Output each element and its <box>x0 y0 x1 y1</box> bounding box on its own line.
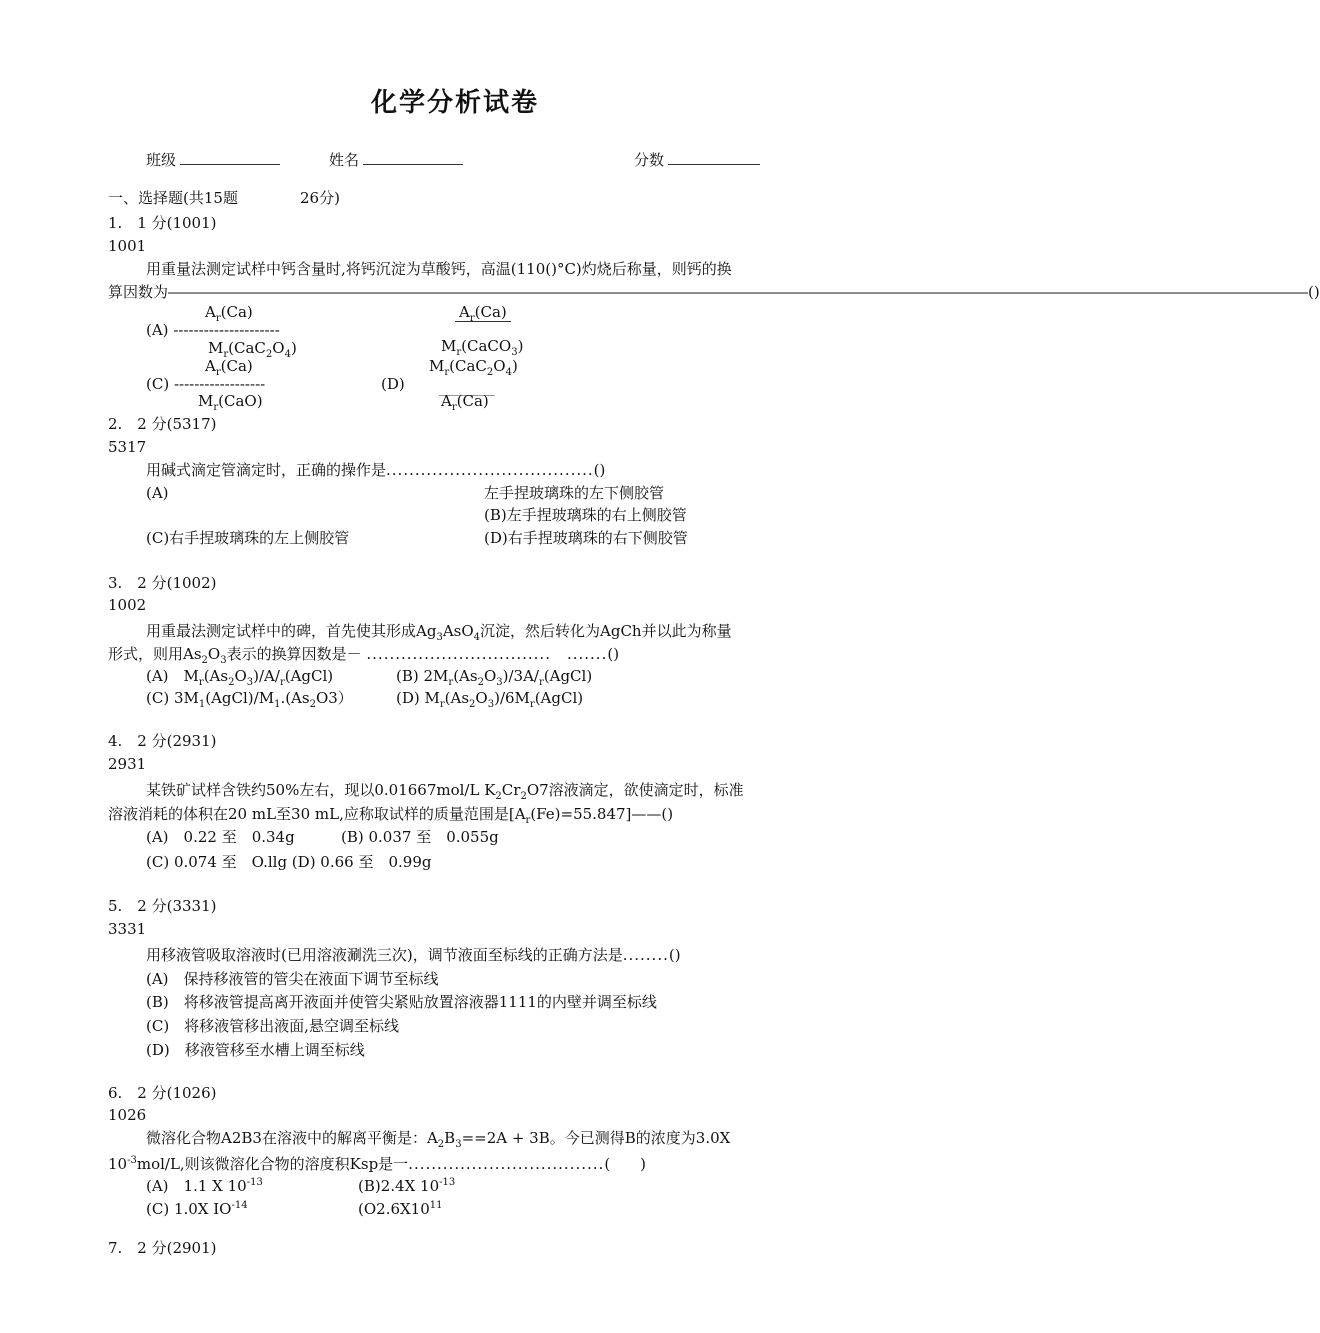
q1-option-d[interactable]: (D) <box>381 375 405 393</box>
q3-option-d[interactable]: (D) $M_r(As_2O_3)/6M_r(AgCl)$ <box>396 689 584 710</box>
q5-option-d[interactable]: (D) 移液管移至水槽上调至标线 <box>146 1041 365 1059</box>
q3-number: 3. 2 分(1002) <box>108 574 217 592</box>
q1-a-numerator: $A_r(Ca)$ <box>205 303 253 324</box>
q5-option-a[interactable]: (A) 保持移液管的管尖在液面下调节至标线 <box>146 970 439 988</box>
score-label: 分数 <box>634 151 665 169</box>
q3-option-c[interactable]: (C) $3M_1(AgCl)/M_1.(As_2O3)$ <box>146 689 353 710</box>
q4-option-b[interactable]: (B) 0.037 至 0.055g <box>341 828 499 846</box>
section-heading-left: 一、选择题(共15题 <box>108 189 238 207</box>
q6-number: 6. 2 分(1026) <box>108 1084 217 1102</box>
q6-option-d[interactable]: ($O2.6X10^{11}$ <box>358 1200 443 1218</box>
q1-c-denominator: $M_r(CaO)$ <box>198 392 263 413</box>
q1-b-numerator: $A_r(Ca)$ <box>455 302 511 329</box>
q3-option-b[interactable]: (B) $2M_r(As_2O_3)/3A/_r(AgCl)$ <box>396 667 593 688</box>
q2-code: 5317 <box>108 438 147 456</box>
class-label: 班级 <box>146 151 177 169</box>
score-field <box>634 150 760 170</box>
q4-number: 4. 2 分(2931) <box>108 732 217 750</box>
class-field <box>146 150 280 170</box>
q4-option-a[interactable]: (A) 0.22 至 0.34g <box>146 828 295 846</box>
q1-d-numerator: $M_r(CaC_2O_4)$ <box>429 357 518 378</box>
q6-option-c[interactable]: (C) 1.0X $IO^{-14}$ <box>146 1200 248 1218</box>
q1-a-denominator: $M_r(CaC_2O_4)$ <box>208 339 297 360</box>
q5-option-b[interactable]: (B) 将移液管提高离开液面并使管尖紧贴放置溶液器1111的内壁并调至标线 <box>146 993 657 1011</box>
q1-c-numerator: $A_r(Ca)$ <box>205 357 253 378</box>
q1-number: 1. 1 分(1001) <box>108 214 217 232</box>
q2-option-c[interactable]: (C)右手捏玻璃珠的左上侧胶管 <box>146 529 350 547</box>
q7-number: 7. 2 分(2901) <box>108 1239 217 1257</box>
q4-code: 2931 <box>108 755 147 773</box>
q6-option-a[interactable]: (A) 1.1 X $10^{-13}$ <box>146 1177 263 1195</box>
q2-option-d[interactable]: (D)右手捏玻璃珠的右下侧胶管 <box>484 529 688 547</box>
section-heading-right: 26分) <box>300 189 340 207</box>
q2-number: 2. 2 分(5317) <box>108 415 217 433</box>
name-label: 姓名 <box>329 151 360 169</box>
q5-stem: 用移液管吸取溶液时(已用溶液涮洗三次)，调节液面至标线的正确方法是........() <box>146 946 681 964</box>
q3-code: 1002 <box>108 596 147 614</box>
score-blank[interactable] <box>668 150 760 165</box>
q1-option-c[interactable]: (C) ------------------ <box>146 375 266 393</box>
q2-option-a-text[interactable]: 左手捏玻璃珠的左下侧胶管 <box>484 484 665 502</box>
q1-stem-line2: 算因数为――――――――――――――――――――――――――――――――――――――――――――――――――――――――――――――――――――――――――――() <box>108 283 1320 301</box>
q1-code: 1001 <box>108 237 147 255</box>
q2-option-a-label[interactable]: (A) <box>146 484 169 502</box>
q4-stem-line1: 某铁矿试样含铁约50%左右，现以0.01667mol/L $K_2Cr_2O7$溶液滴定，欲使滴定时，标准 <box>146 781 744 802</box>
q5-code: 3331 <box>108 920 147 938</box>
q1-d-denominator: $A_r(Ca)$ <box>441 392 489 413</box>
name-field <box>329 150 463 170</box>
q3-stem-line1: 用重最法测定试样中的碑，首先使其形成$Ag_3AsO_4$沉淀，然后转化为AgCh并以此为称量 <box>146 622 732 643</box>
q6-option-b[interactable]: (B)2.4X $10^{-13}$ <box>358 1177 456 1195</box>
q1-stem-line1: 用重量法测定试样中钙含量时,将钙沉淀为草酸钙，高温(110()°C)灼烧后称量，则钙的换 <box>146 260 732 278</box>
q1-option-a[interactable]: (A) --------------------- <box>146 321 280 339</box>
q1-b-denominator: $M_r(CaCO_3)$ <box>441 337 524 358</box>
q2-option-b[interactable]: (B)左手捏玻璃珠的右上侧胶管 <box>484 506 687 524</box>
q2-stem: 用碱式滴定管滴定时，正确的操作是....................................() <box>146 461 606 479</box>
q6-code: 1026 <box>108 1106 147 1124</box>
q3-stem-line2: 形式，则用$As_2O_3$表示的换算因数是－ ................................ .......() <box>108 645 620 666</box>
q4-option-cd[interactable]: (C) 0.074 至 O.llg (D) 0.66 至 0.99g <box>146 853 432 871</box>
class-blank[interactable] <box>180 150 280 165</box>
page-title: 化学分析试卷 <box>371 88 540 118</box>
name-blank[interactable] <box>363 150 463 165</box>
q4-stem-line2: 溶液消耗的体积在20 mL至30 mL,应称取试样的质量范围是$[A_r(Fe)=55.847]——()$ <box>108 805 674 826</box>
q5-option-c[interactable]: (C) 将移液管移出液面,悬空调至标线 <box>146 1017 399 1035</box>
q6-stem-line2: $10^{-3}mol/L$,则该微溶化合物的溶度积Ksp是一..................................( ) <box>108 1155 647 1173</box>
q5-number: 5. 2 分(3331) <box>108 897 217 915</box>
q6-stem-line1: 微溶化合物A2B3在溶液中的解离平衡是：$A_2B_3==2A + 3B$。今已测得B的浓度为3.0X <box>146 1129 731 1150</box>
q3-option-a[interactable]: (A) $M_r(As_2O_3)/A/_r(AgCl)$ <box>146 667 334 688</box>
